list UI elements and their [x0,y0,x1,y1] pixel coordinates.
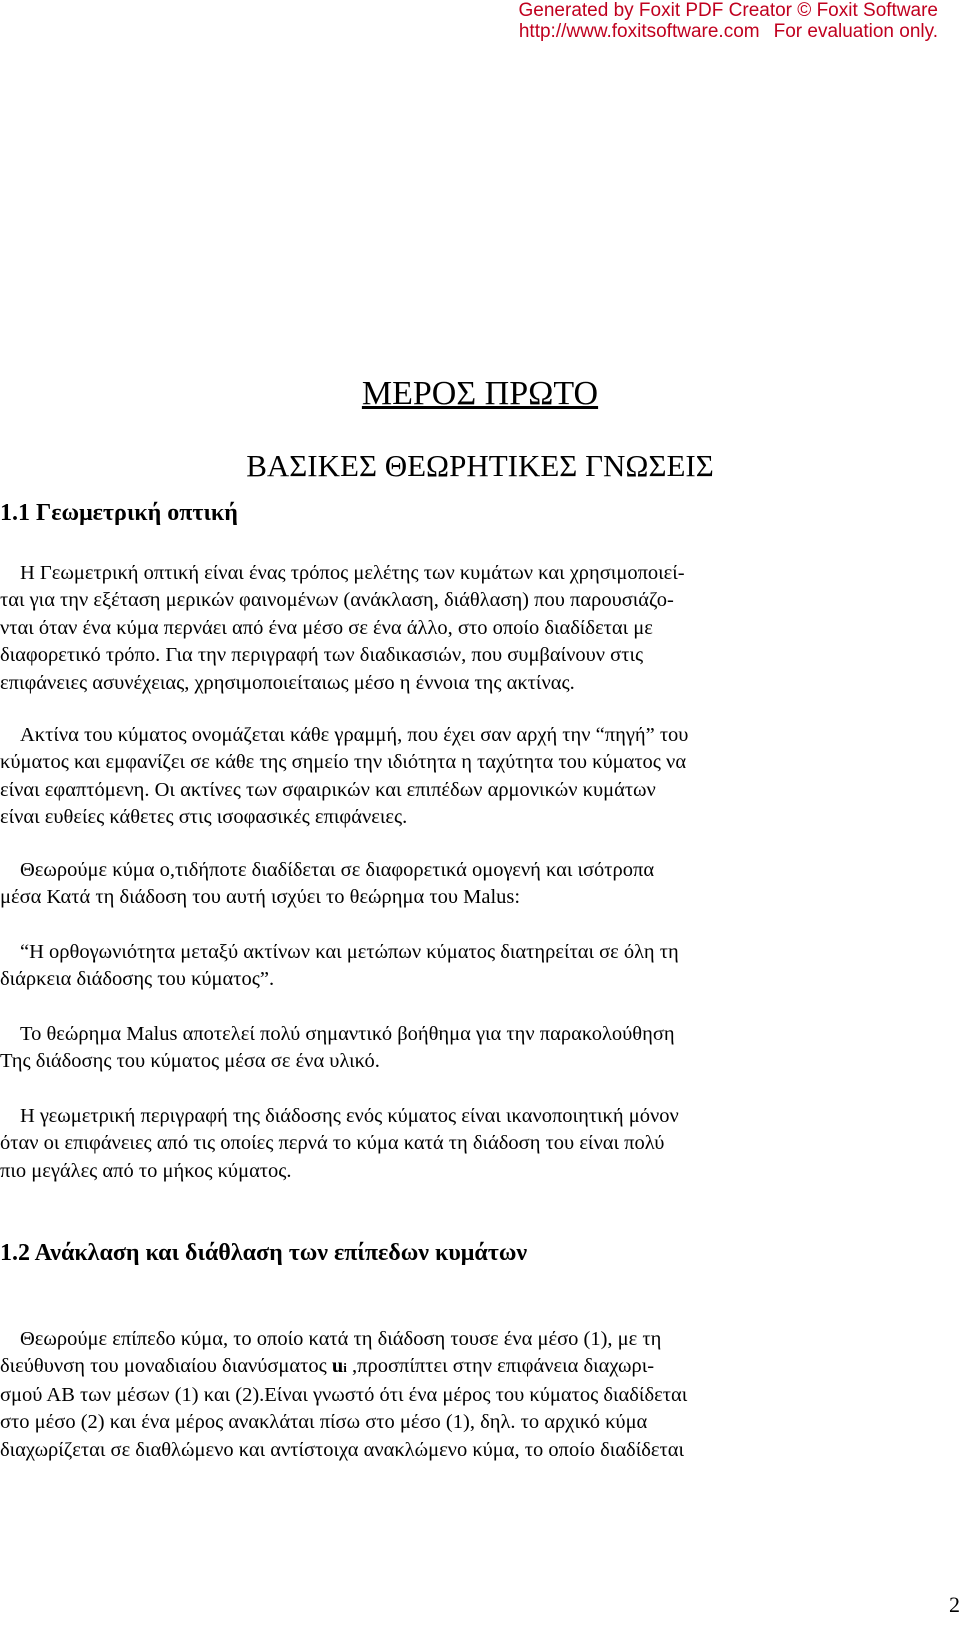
watermark-generator-text: Generated by Foxit PDF Creator © Foxit Software [518,0,938,21]
paragraph-ray-definition [0,722,940,832]
text-line: κύματος και εμφανίζει σε κάθε της σημείο την ιδιότητα η ταχύτητα του κύματος να [0,751,687,774]
paragraph-malus-intro [0,857,940,912]
evaluation-watermark [519,0,938,42]
text-line: Ακτίνα του κύματος ονομάζεται κάθε γραμμή, που έχει σαν αρχή την “πηγή” του [20,724,689,746]
text-line: νται όταν ένα κύμα περνάει από ένα μέσο σε ένα άλλο, στο οποίο διαδίδεται με [0,616,653,639]
text-line: Το θεώρημα Malus αποτελεί πολύ σημαντικό βοήθημα για την παρακολούθηση [20,1023,675,1045]
text-line: είναι εφαπτόμενη. Οι ακτίνες των σφαιρικών και επιπέδων αρμονικών κυμάτων [0,778,656,801]
page-number: 2 [949,1592,960,1617]
paragraph-geometric-optics [0,560,940,697]
section-heading-1-2: 1.2 Ανάκλαση και διάθλαση των επίπεδων κυμάτων [0,1240,528,1266]
text-line: όταν οι επιφάνειες από τις οποίες περνά το κύμα κατά τη διάδοση του είναι πολύ [0,1132,665,1155]
text-fragment: διεύθυνση του μοναδιαίου διανύσματος [0,1355,332,1378]
text-line [0,1353,940,1381]
text-line: διαχωρίζεται σε διαθλώμενο και αντίστοιχα ανακλώμενο κύμα, το οποίο διαδίδεται [0,1438,684,1461]
paragraph-plane-wave [0,1326,940,1464]
text-line: ται για την εξέταση μερικών φαινομένων (ανάκλαση, διάθλαση) που παρουσιάζο- [0,589,674,612]
paragraph-geometric-validity [0,1103,940,1185]
watermark-url: http://www.foxitsoftware.com [518,21,760,42]
text-line: μέσα Κατά τη διάδοση του αυτή ισχύει το θεώρημα του Malus: [0,886,521,909]
text-line: Της διάδοσης του κύματος μέσα σε ένα υλικό. [0,1050,380,1073]
part-title: ΜΕΡΟΣ ΠΡΩΤΟ [361,375,599,412]
paragraph-malus-quote [0,939,940,994]
text-line: “Η ορθογωνιότητα μεταξύ ακτίνων και μετώπων κύματος διατηρείται σε όλη τη [20,941,679,963]
text-line: Θεωρούμε κύμα ο,τιδήποτε διαδίδεται σε διαφορετικά ομογενή και ισότροπα [20,859,655,881]
text-line: σμού ΑΒ των μέσων (1) και (2).Είναι γνωστό ότι ένα μέρος του κύματος διαδίδεται [0,1383,688,1406]
text-line: Η Γεωμετρική οπτική είναι ένας τρόπος μελέτης των κυμάτων και χρησιμοποιεί- [20,562,685,584]
vector-letter: u [331,1355,344,1378]
text-line: είναι ευθείες κάθετες στις ισοφασικές επιφάνειες. [0,806,408,829]
text-line: στο μέσο (2) και ένα μέρος ανακλάται πίσω στο μέσο (1), δηλ. το αρχικό κύμα [0,1411,648,1434]
text-line: πιο μεγάλες από το μήκος κύματος. [0,1159,292,1182]
vector-subscript: i [343,1360,347,1376]
watermark-note: For evaluation only. [773,21,938,42]
section-heading-1-1: 1.1 Γεωμετρική οπτική [0,500,238,526]
watermark-line-2 [519,21,938,42]
text-fragment: ,προσπίπτει στην επιφάνεια διαχωρι- [346,1355,655,1378]
text-line: Θεωρούμε επίπεδο κύμα, το οποίο κατά τη διάδοση τουσε ένα μέσο (1), με τη [20,1328,662,1350]
unit-vector-symbol [332,1355,347,1377]
text-line: επιφάνειες ασυνέχειας, χρησιμοποιείταιως μέσο η έννοια της ακτίνας. [0,671,575,694]
text-line: Η γεωμετρική περιγραφή της διάδοσης ενός κύματος είναι ικανοποιητική μόνον [20,1105,679,1127]
text-line: διάρκεια διάδοσης του κύματος”. [0,968,275,991]
text-line: διαφορετικό τρόπο. Για την περιγραφή των διαδικασιών, που συμβαίνουν στις [0,644,644,667]
paragraph-malus-usefulness [0,1021,940,1076]
part-subtitle: ΒΑΣΙΚΕΣ ΘΕΩΡΗΤΙΚΕΣ ΓΝΩΣΕΙΣ [246,448,714,483]
